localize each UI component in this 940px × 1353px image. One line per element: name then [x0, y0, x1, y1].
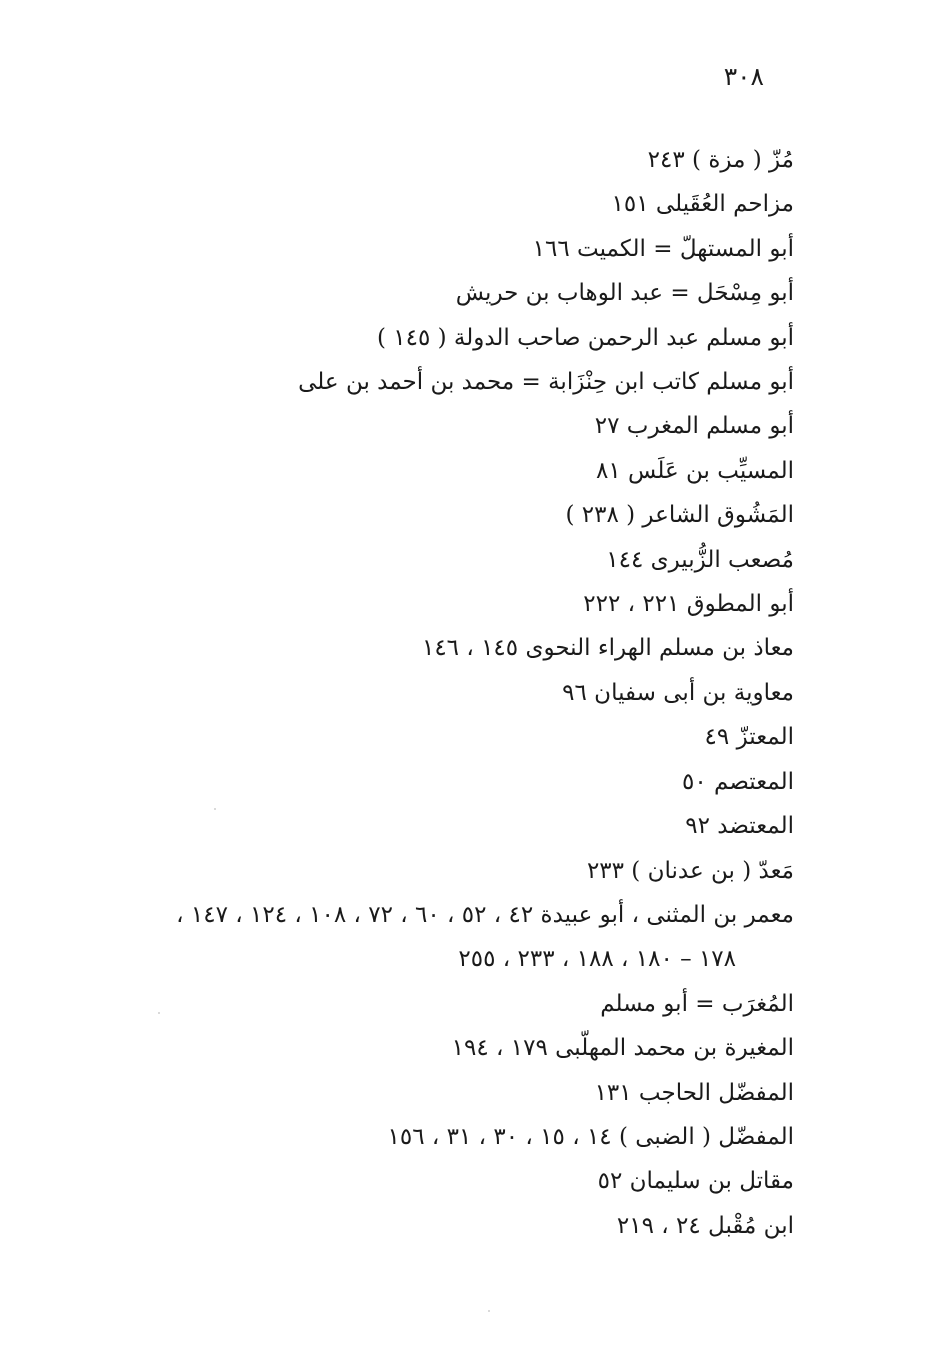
index-entry: المعتضد ٩٢	[685, 813, 794, 840]
index-entry: ابن مُقْبل ٢٤ ، ٢١٩	[616, 1212, 794, 1239]
index-entry: أبو المطوق ٢٢١ ، ٢٢٢	[583, 591, 794, 618]
index-entry: مزاحم العُقَيلى ١٥١	[611, 191, 794, 218]
index-list	[4, 138, 794, 1248]
index-entry: أبو المستهلّ = الكميت ١٦٦	[532, 235, 794, 262]
index-entry: مَعدّ ( بن عدنان ) ٢٣٣	[586, 857, 794, 884]
index-entry: مُصعب الزُّبيرى ١٤٤	[606, 546, 794, 573]
index-entry: أبو مسلم المغرب ٢٧	[594, 413, 794, 440]
index-entry: أبو مِسْحَل = عبد الوهاب بن حريش	[455, 280, 794, 307]
index-entry-continuation: ١٧٨ – ١٨٠ ، ١٨٨ ، ٢٣٣ ، ٢٥٥	[458, 946, 736, 973]
index-entry: المفضّل ( الضبى ) ١٤ ، ١٥ ، ٣٠ ، ٣١ ، ١٥٦	[387, 1123, 794, 1150]
index-entry: المَشُوق الشاعر ( ٢٣٨ )	[565, 502, 794, 529]
index-entry: معمر بن المثنى ، أبو عبيدة ٤٢ ، ٥٢ ، ٦٠ ، ٧٢ ، ١٠٨ ، ١٢٤ ، ١٤٧ ،	[176, 901, 794, 928]
paper-speck	[214, 808, 216, 810]
index-entry: أبو مسلم عبد الرحمن صاحب الدولة ( ١٤٥ )	[376, 324, 794, 351]
index-entry: مُزّ ( مزة ) ٢٤٣	[647, 147, 794, 173]
index-entry: معاذ بن مسلم الهراء النحوى ١٤٥ ، ١٤٦	[421, 635, 794, 662]
index-entry: أبو مسلم كاتب ابن حِنْزَابة = محمد بن أحمد بن على	[298, 369, 794, 396]
paper-speck	[158, 1012, 160, 1014]
paper-speck	[488, 1310, 490, 1312]
index-entry: مقاتل بن سليمان ٥٢	[597, 1168, 794, 1195]
index-entry: المغيرة بن محمد المهلّبى ١٧٩ ، ١٩٤	[451, 1035, 794, 1062]
index-entry: المعتزّ ٤٩	[704, 724, 794, 751]
index-entry: المسيِّب بن عَلَس ٨١	[596, 457, 794, 484]
index-entry: المفضّل الحاجب ١٣١	[594, 1079, 794, 1106]
index-entry: المعتصم ٥٠	[681, 768, 794, 795]
page-number: ٣٠٨	[723, 62, 764, 91]
index-entry: المُغرَب = أبو مسلم	[600, 990, 794, 1017]
index-entry: معاوية بن أبى سفيان ٩٦	[562, 679, 794, 706]
